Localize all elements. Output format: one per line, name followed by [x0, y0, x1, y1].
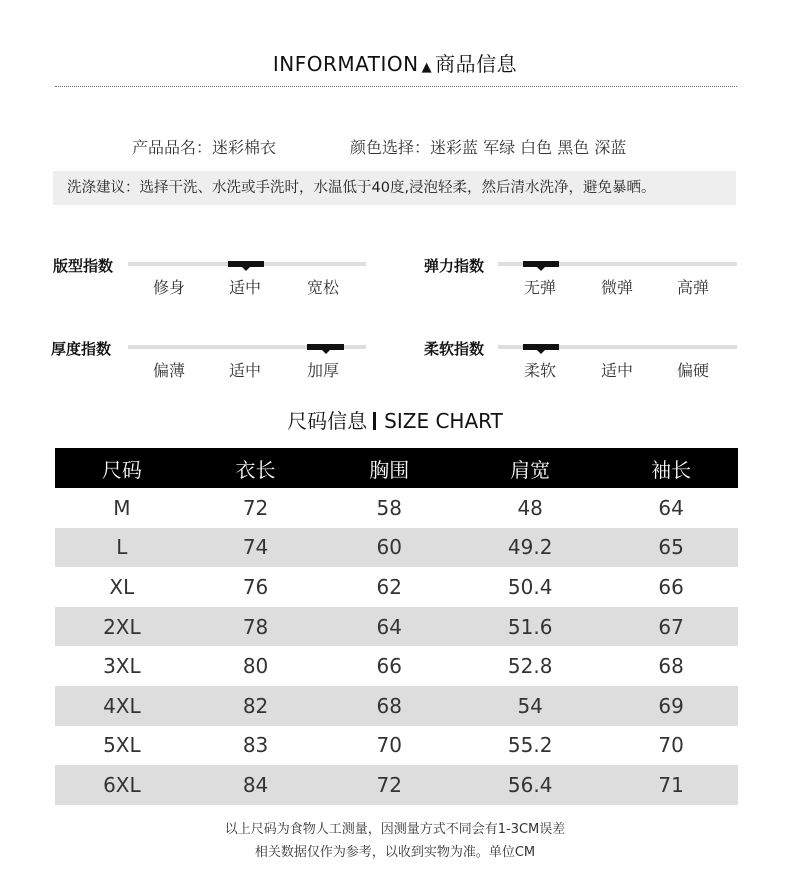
table-row [55, 488, 738, 528]
table-cell: 67 [604, 607, 738, 647]
table-cell: 6XL [55, 765, 189, 805]
table-cell: 49.2 [456, 528, 604, 568]
table-cell: 76 [242, 574, 269, 599]
index-label-softness: 柔软指数 [424, 340, 485, 358]
table-cell: 52.8 [507, 654, 553, 679]
vertical-bar-divider [373, 412, 376, 430]
index-option: 宽松 [307, 278, 340, 297]
table-cell: 58 [376, 495, 402, 520]
table-cell: 54 [456, 686, 604, 726]
column-header: 肩宽 [456, 448, 604, 488]
column-header: 胸围 [322, 448, 456, 488]
table-row [55, 646, 738, 686]
table-cell: 64 [322, 607, 456, 647]
table-row [55, 607, 738, 647]
index-option: 柔软 [524, 361, 557, 380]
table-cell: 2XL [55, 607, 189, 647]
table-row [55, 567, 738, 607]
table-cell: 71 [604, 765, 738, 805]
index-option: 适中 [229, 278, 262, 297]
table-cell: 78 [189, 607, 323, 647]
index-option: 无弹 [524, 278, 557, 297]
table-cell: 5XL [103, 733, 141, 758]
table-cell: 82 [189, 686, 323, 726]
index-option: 微弹 [601, 278, 634, 297]
index-option: 适中 [229, 361, 262, 380]
color-options: 颜色选择：迷彩蓝 军绿 白色 黑色 深蓝 [350, 138, 627, 157]
table-row [55, 528, 738, 568]
table-cell: M [113, 495, 131, 520]
table-cell: 50.4 [507, 574, 553, 599]
table-header-row [55, 448, 738, 488]
index-option: 偏薄 [153, 361, 186, 380]
table-cell: 66 [376, 654, 402, 679]
index-label-elasticity: 弹力指数 [424, 257, 485, 275]
index-marker-softness [523, 344, 559, 350]
table-row [55, 726, 738, 766]
table-cell: 70 [658, 733, 684, 758]
table-cell: 48 [517, 495, 543, 520]
title-cn: 商品信息 [435, 52, 518, 76]
table-row [55, 765, 738, 805]
size-table [55, 448, 738, 805]
index-option: 修身 [153, 278, 186, 297]
table-cell: 60 [322, 528, 456, 568]
column-header: 衣长 [189, 448, 323, 488]
index-marker-thickness [307, 344, 344, 350]
washing-advice: 洗涤建议：选择干洗、水洗或手洗时，水温低于40度,浸泡轻柔，然后清水洗净，避免暴晒。 [53, 171, 736, 205]
footer-note-line1: 以上尺码为食物人工测量，因测量方式不同会有1-3CM误差 [224, 822, 566, 837]
product-name: 产品品名：迷彩棉衣 [132, 138, 277, 157]
table-cell: 66 [658, 574, 684, 599]
index-marker-elasticity [523, 261, 559, 267]
table-cell: 56.4 [456, 765, 604, 805]
table-cell: 68 [658, 654, 684, 679]
footer-note-line2: 相关数据仅作为参考，以收到实物为准。单位CM [254, 845, 536, 860]
table-cell: 62 [376, 574, 402, 599]
index-option: 高弹 [677, 278, 710, 297]
index-label-fit: 版型指数 [53, 257, 114, 275]
table-cell: 51.6 [456, 607, 604, 647]
table-cell: XL [109, 574, 135, 599]
table-cell: 55.2 [507, 733, 553, 758]
table-cell: 72 [322, 765, 456, 805]
index-label-thickness: 厚度指数 [51, 340, 112, 358]
table-cell: 68 [322, 686, 456, 726]
index-option: 加厚 [307, 361, 340, 380]
index-marker-fit [228, 261, 264, 267]
table-row [55, 686, 738, 726]
table-cell: L [55, 528, 189, 568]
table-cell: 84 [189, 765, 323, 805]
dotted-divider [55, 86, 737, 87]
table-cell: 83 [242, 733, 269, 758]
index-option: 偏硬 [677, 361, 710, 380]
column-header: 尺码 [55, 448, 189, 488]
title-en: INFORMATION [272, 52, 419, 76]
table-cell: 3XL [103, 654, 141, 679]
table-cell: 4XL [55, 686, 189, 726]
size-title-cn: 尺码信息 [287, 409, 368, 433]
column-header: 袖长 [604, 448, 738, 488]
table-cell: 64 [658, 495, 684, 520]
table-cell: 69 [604, 686, 738, 726]
table-cell: 72 [242, 495, 269, 520]
table-cell: 70 [376, 733, 402, 758]
table-cell: 65 [604, 528, 738, 568]
table-cell: 74 [189, 528, 323, 568]
section-title-information [0, 48, 790, 77]
index-option: 适中 [601, 361, 634, 380]
size-title-en: SIZE CHART [384, 409, 503, 433]
table-cell: 80 [242, 654, 269, 679]
section-title-size-chart [0, 405, 790, 434]
triangle-up-icon: ▲ [421, 60, 433, 75]
